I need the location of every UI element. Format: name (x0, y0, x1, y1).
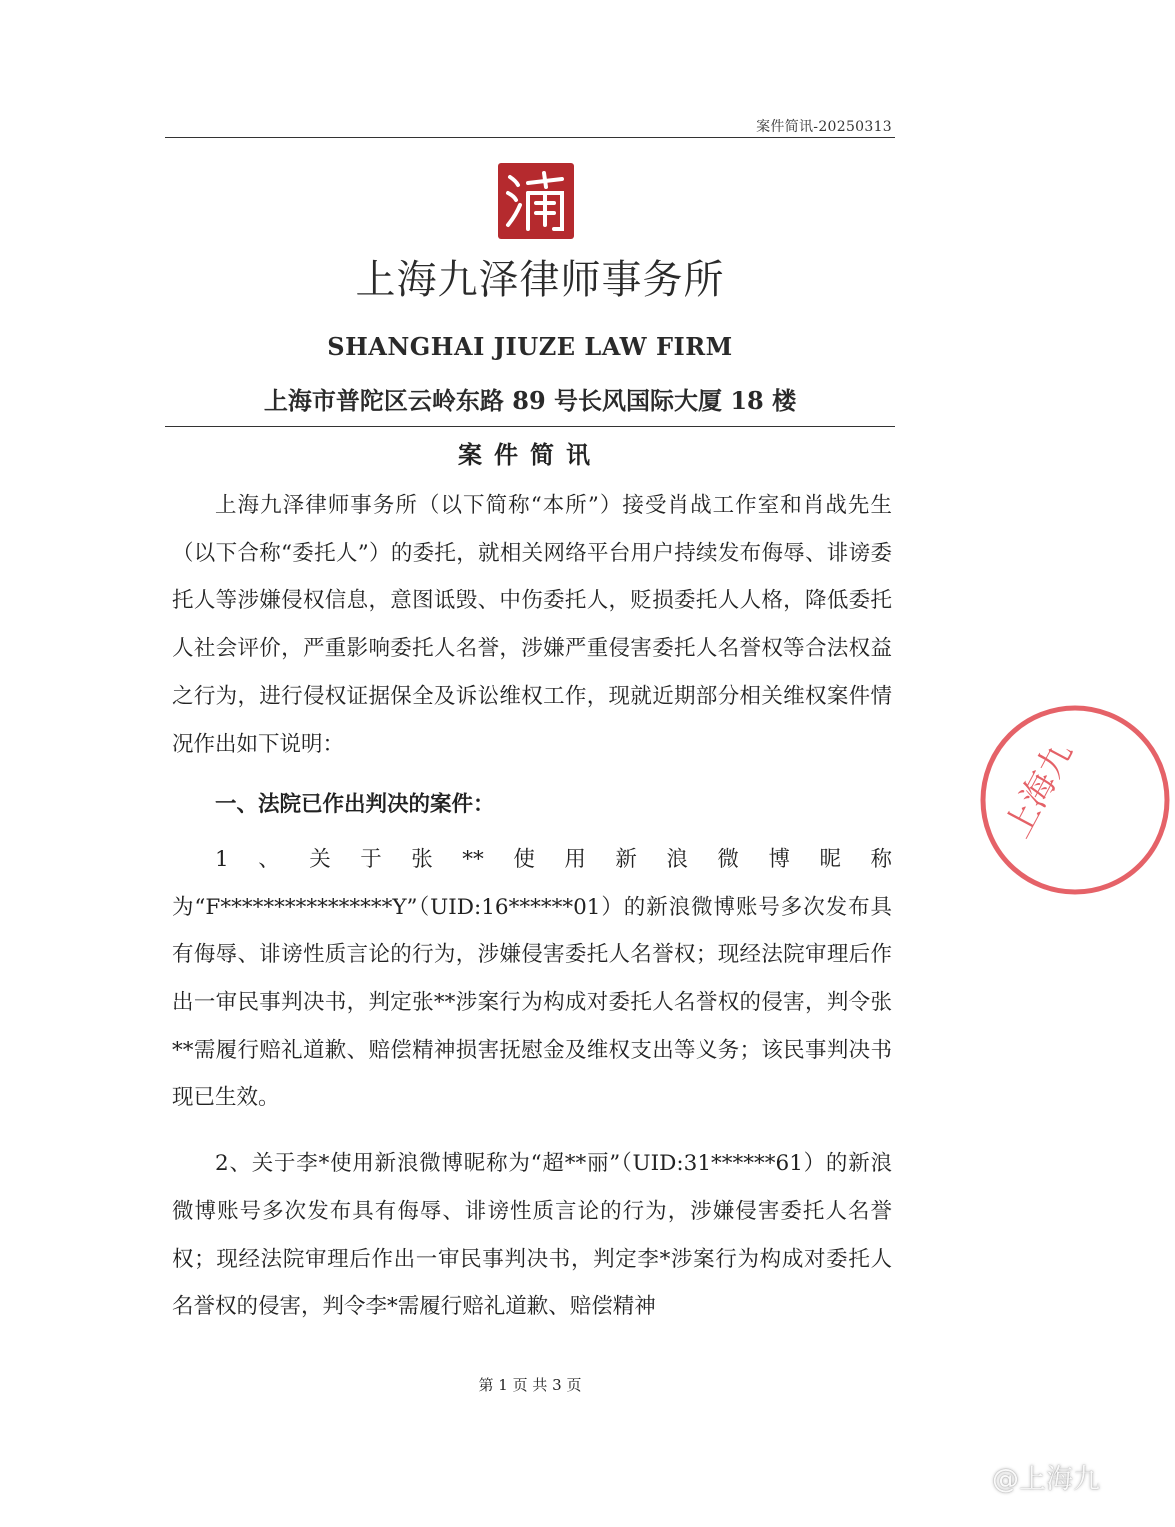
document-reference: 案件简讯-20250313 (756, 119, 892, 135)
title-rule (165, 426, 895, 427)
official-seal (975, 700, 1175, 900)
weibo-watermark (956, 1457, 1100, 1496)
firm-address: 上海市普陀区云岭东路 89 号长风国际大厦 18 楼 (263, 386, 797, 415)
firm-name-chinese: 上海九泽律师事务所 (355, 257, 725, 303)
weibo-icon (956, 1461, 986, 1492)
firm-logo (498, 163, 574, 239)
firm-name-english: SHANGHAI JIUZE LAW FIRM (327, 332, 733, 361)
intro-paragraph: 上海九泽律师事务所（以下简称“本所”）接受肖战工作室和肖战先生（以下合称“委托人”）的委托，就相关网络平台用户持续发布侮辱、诽谤委托人等涉嫌侵权信息，意图诋毁、中伤委托人，贬损委托人人格，降低委托人社会评价，严重影响委托人名誉，涉嫌严重侵害委托人名誉权等合法权益之行为，进行侵权证据保全及诉讼维权工作，现就近期部分相关维权案件情况作出如下说明： (172, 493, 892, 757)
page-number: 第 1 页 共 3 页 (478, 1376, 582, 1394)
case-item: 2、关于李*使用新浪微博昵称为“超**丽”（UID:31******61）的新浪微博账号多次发布具有侮辱、诽谤性质言论的行为，涉嫌侵害委托人名誉权；现经法院审理后作出一审民事判决书，判定李*涉案行为构成对委托人名誉权的侵害，判令李*需履行赔礼道歉、赔偿精神 (172, 1151, 892, 1320)
section-heading: 一、法院已作出判决的案件： (215, 792, 495, 818)
watermark-text: @上海九 (992, 1464, 1100, 1495)
case-item: 1、关于张**使用新浪微博昵称为“F****************Y”（UID:16******01）的新浪微博账号多次发布具有侮辱、诽谤性质言论的行为，涉嫌侵害委托人名誉权；现经法院审理后作出一审民事判决书，判定张**涉案行为构成对委托人名誉权的侵害，判令张**需履行赔礼道歉、赔偿精神损害抚慰金及维权支出等义务；该民事判决书现已生效。 (172, 846, 892, 1111)
header-rule (165, 137, 895, 138)
document-body (172, 482, 892, 1331)
document-title: 案件简讯 (458, 440, 602, 469)
seal-text: 上海九 (997, 735, 1081, 845)
